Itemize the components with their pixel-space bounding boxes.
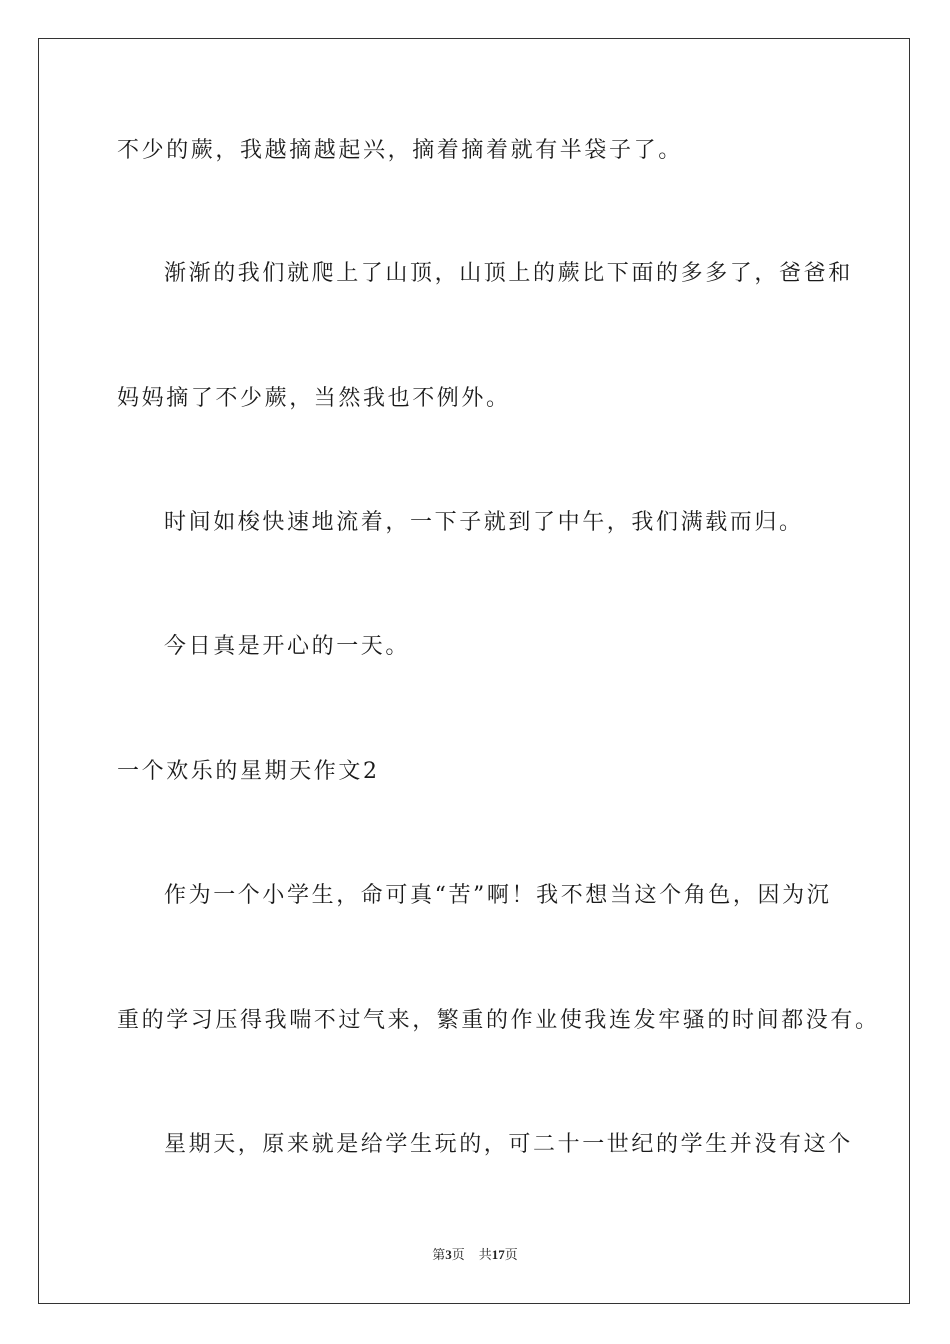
page-prefix: 第 bbox=[432, 1247, 446, 1262]
total-unit: 页 bbox=[504, 1247, 518, 1262]
total-prefix: 共 bbox=[478, 1247, 492, 1262]
page-footer bbox=[0, 1246, 950, 1264]
paragraph-line: 今日真是开心的一天。 bbox=[164, 634, 411, 659]
paragraph-line: 妈妈摘了不少蕨，当然我也不例外。 bbox=[117, 386, 511, 411]
page-border bbox=[38, 38, 910, 1304]
paragraph-line: 时间如梭快速地流着，一下子就到了中午，我们满载而归。 bbox=[164, 510, 804, 535]
paragraph-line: 重的学习压得我喘不过气来，繁重的作业使我连发牢骚的时间都没有。 bbox=[117, 1008, 880, 1033]
page-unit: 页 bbox=[451, 1247, 465, 1262]
paragraph-line: 作为一个小学生，命可真“苦”啊！我不想当这个角色，因为沉 bbox=[164, 883, 832, 908]
page-total: 17 bbox=[491, 1247, 505, 1262]
paragraph-line: 星期天，原来就是给学生玩的，可二十一世纪的学生并没有这个 bbox=[164, 1132, 853, 1157]
page-current: 3 bbox=[445, 1247, 452, 1262]
paragraph-line: 渐渐的我们就爬上了山顶，山顶上的蕨比下面的多多了，爸爸和 bbox=[164, 261, 853, 286]
section-heading: 一个欢乐的星期天作文2 bbox=[117, 759, 380, 784]
paragraph-line: 不少的蕨，我越摘越起兴，摘着摘着就有半袋子了。 bbox=[117, 138, 683, 163]
